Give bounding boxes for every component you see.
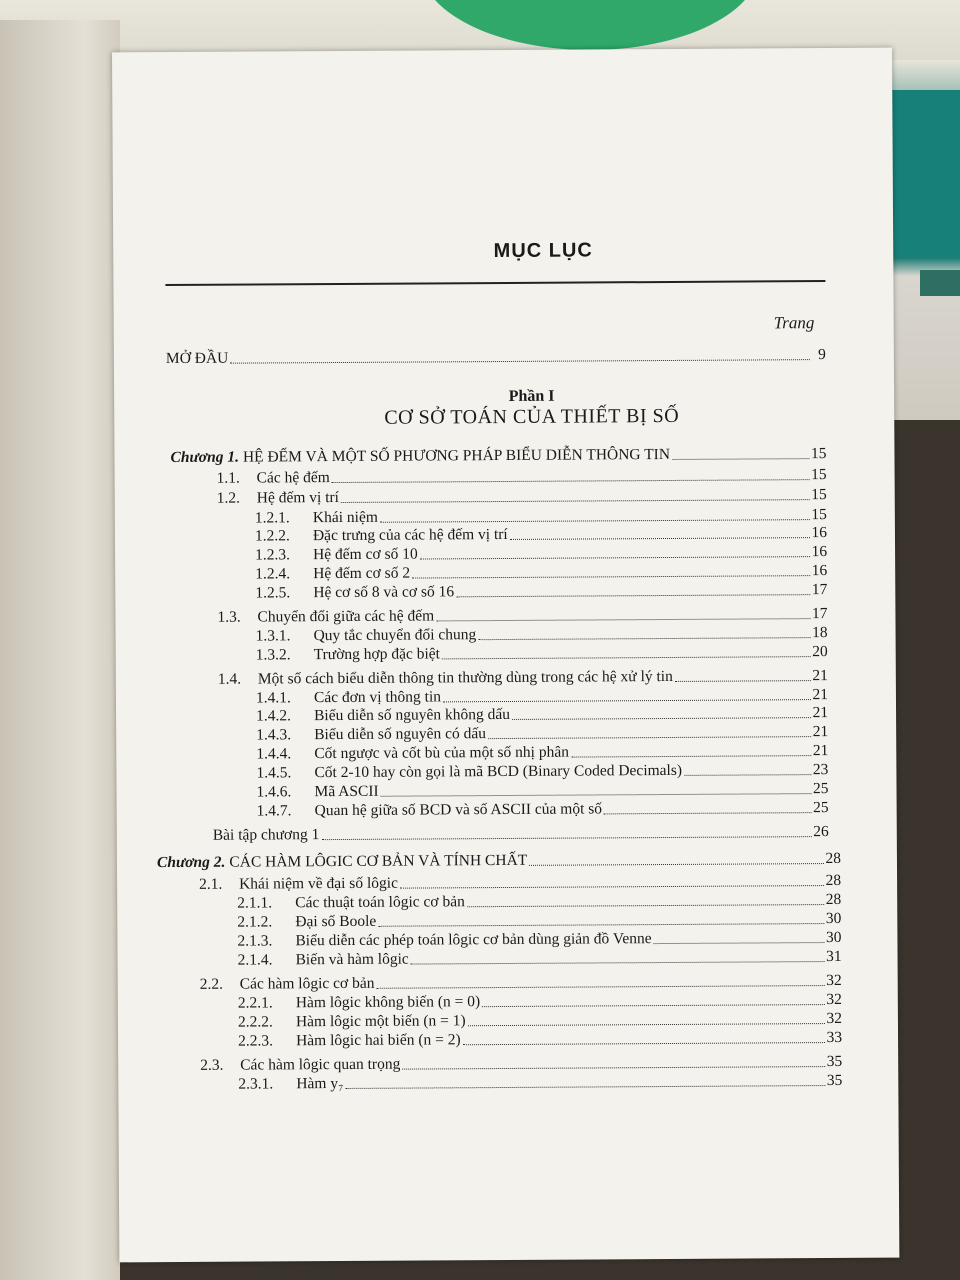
toc-entry — [217, 605, 827, 627]
toc-entry-text: Đặc trưng của các hệ đếm vị trí — [312, 525, 508, 545]
toc-leader — [400, 885, 824, 889]
toc-leader — [456, 594, 810, 597]
toc-leader — [420, 556, 810, 559]
toc-leader — [436, 618, 810, 621]
chapter-label: Chương 2. — [156, 853, 226, 872]
toc-leader — [467, 904, 824, 907]
toc-entry-number: 1.1. — [216, 469, 240, 487]
toc-entry — [256, 643, 828, 664]
toc-entry — [256, 780, 828, 801]
toc-entry-number: 2.1.1. — [237, 894, 273, 912]
toc-leader — [529, 863, 823, 866]
toc-entry-text: Biến và hàm lôgic — [295, 950, 409, 969]
toc-entry-number: 1.2.1. — [254, 509, 290, 527]
toc-entry-number: 1.4.3. — [256, 726, 292, 744]
toc-entry-number: 1.2.4. — [255, 565, 291, 583]
toc-entry — [218, 667, 828, 689]
toc-entry-page: 25 — [812, 780, 829, 798]
toc-entry — [237, 891, 841, 913]
toc-entry — [217, 466, 827, 488]
toc-entry — [238, 948, 842, 970]
toc-entry-page: 23 — [812, 761, 829, 779]
toc-entry-number: 1.2.3. — [255, 546, 291, 564]
toc-entry — [257, 799, 829, 820]
document-page — [112, 48, 899, 1263]
toc-entry-page: 32 — [826, 1009, 842, 1028]
toc-entry-number: 2.2.1. — [237, 994, 273, 1012]
toc-entry — [238, 1029, 842, 1051]
toc-entry-number: 2.3. — [200, 1056, 224, 1074]
toc-entry-page: 17 — [811, 605, 828, 623]
toc-entry-page: 26 — [813, 823, 829, 841]
toc-entry — [237, 910, 841, 932]
toc-entry-page: 21 — [812, 742, 829, 760]
toc-entry-text: Hàm y₇ — [296, 1074, 344, 1093]
toc-entry — [238, 991, 842, 1013]
toc-entry-number: 1.4.6. — [256, 783, 292, 801]
toc-entry-number: 2.1.2. — [237, 913, 273, 931]
chapter-title: CÁC HÀM LÔGIC CƠ BẢN VÀ TÍNH CHẤT — [229, 851, 528, 871]
toc-entry-number: 1.3.2. — [255, 646, 291, 664]
toc-entry-page: 33 — [826, 1028, 843, 1047]
toc-leader — [442, 656, 810, 659]
toc-entry-page: 32 — [826, 990, 842, 1009]
toc-leader — [381, 793, 811, 797]
toc-leader — [512, 717, 811, 720]
toc-entry-text: Một số cách biểu diễn thông tin thường dùng trong các hệ xử lý tin — [257, 667, 673, 688]
toc-entry-page: 28 — [825, 890, 842, 909]
toc-entry — [217, 486, 827, 508]
toc-entry-page: 30 — [825, 928, 842, 947]
toc-entry — [256, 723, 828, 744]
part-label: Phần I — [508, 387, 555, 405]
toc-entry-number: 1.4.1. — [255, 689, 291, 707]
toc-leader — [380, 519, 809, 523]
toc-entry — [256, 742, 828, 763]
toc-entry-number: 2.2. — [199, 975, 224, 993]
toc-entry-number: 1.4.2. — [256, 707, 291, 725]
toc-leader — [443, 699, 810, 702]
toc-entry-text: Cốt ngược và cốt bù của một số nhị phân — [314, 743, 569, 763]
toc-entry-text: Mã ASCII — [314, 782, 379, 801]
background-book-label — [920, 270, 960, 296]
toc-entry-number: 2.1.4. — [237, 951, 273, 969]
toc-entry-page: 16 — [811, 543, 828, 561]
toc-leader — [378, 923, 824, 927]
toc-leader — [402, 1066, 824, 1070]
toc-leader — [478, 637, 810, 640]
toc-leader — [654, 942, 824, 944]
toc-entry-text: Khái niệm về đại số lôgic — [239, 874, 398, 893]
toc-leader — [468, 1023, 825, 1026]
toc-entry-page: 30 — [825, 909, 842, 928]
toc-entry-page: 18 — [812, 624, 828, 642]
toc-entry-number: 2.1.3. — [237, 932, 273, 950]
toc-entry-number: 1.4.5. — [256, 764, 292, 782]
toc-entry-text: Cốt 2-10 hay còn gọi là mã BCD (Binary Coded Decimals) — [314, 761, 683, 782]
toc-content — [112, 48, 899, 1263]
toc-entry-text: Biểu diễn các phép toán lôgic cơ bản dùng giản đồ Venne — [295, 930, 652, 950]
toc-entry-text: Các thuật toán lôgic cơ bản — [295, 893, 465, 912]
toc-entry-number: 1.3.1. — [255, 627, 291, 645]
chapter-label: Chương 1. — [170, 448, 239, 467]
toc-leader — [332, 479, 809, 483]
title-rule — [165, 280, 825, 286]
toc-leader — [463, 1042, 825, 1045]
toc-entry-page: 15 — [811, 506, 827, 524]
toc-entry — [256, 624, 828, 645]
toc-leader — [672, 458, 809, 460]
toc-leader — [488, 736, 811, 739]
toc-entry-number: 2.3.1. — [238, 1075, 274, 1093]
toc-entry-text: Chuyển đổi giữa các hệ đếm — [257, 607, 435, 626]
toc-entry-text: Đại số Boole — [295, 912, 377, 931]
page-title: MỤC LỤC — [493, 239, 593, 263]
toc-entry-text: Hàm lôgic một biến (n = 1) — [295, 1012, 466, 1031]
toc-leader — [412, 575, 810, 578]
toc-entry-number: 2.1. — [199, 875, 223, 893]
toc-entry-number: 1.4.4. — [256, 745, 292, 763]
chapter-heading — [170, 445, 826, 467]
toc-entry-page: 21 — [812, 723, 829, 741]
toc-entry-page: 15 — [811, 466, 827, 484]
toc-entry-text: Hệ đếm cơ số 10 — [313, 545, 418, 564]
toc-entry-text: Hệ cơ số 8 và cơ số 16 — [313, 583, 455, 602]
toc-entry — [238, 1072, 842, 1094]
chapter-title: HỆ ĐẾM VÀ MỘT SỐ PHƯƠNG PHÁP BIỂU DIỄN THÔNG TIN — [242, 445, 671, 466]
toc-entry-text: Quan hệ giữa số BCD và số ASCII của một số — [314, 800, 603, 820]
toc-leader — [321, 836, 811, 840]
toc-entry-text: Hệ đếm vị trí — [256, 489, 340, 507]
toc-entry-text: Bài tập chương 1 — [212, 826, 320, 844]
toc-entry-number: 1.2.5. — [255, 584, 291, 602]
toc-entry — [238, 1010, 842, 1032]
toc-entry-number: 2.2.2. — [237, 1013, 273, 1031]
toc-entry-page: 15 — [811, 486, 827, 504]
chapter-heading — [157, 850, 841, 872]
toc-entry-page: 28 — [825, 871, 842, 890]
toc-entry-page: 32 — [826, 971, 842, 990]
toc-entry — [255, 543, 827, 564]
toc-leader — [341, 499, 809, 503]
toc-entry-page: 35 — [826, 1071, 843, 1090]
toc-entry-number: 1.2. — [216, 489, 241, 507]
background-book-spine — [885, 90, 960, 255]
toc-entry-page: 31 — [825, 947, 842, 966]
toc-entry-page: 16 — [811, 562, 828, 580]
background-book-left-page — [0, 20, 120, 1280]
toc-leader — [230, 359, 810, 364]
toc-entry — [255, 524, 827, 545]
chapter-page: 15 — [810, 445, 827, 463]
chapter-page: 28 — [825, 849, 841, 868]
toc-entry-text: Trường hợp đặc biệt — [313, 645, 441, 664]
toc-entry-text: Các hàm lôgic cơ bản — [239, 974, 375, 993]
toc-entry-text: Hàm lôgic không biến (n = 0) — [295, 993, 481, 1012]
toc-leader — [604, 812, 811, 814]
part-title: CƠ SỞ TOÁN CỦA THIẾT BỊ SỐ — [384, 404, 680, 429]
toc-exercise-entry — [213, 823, 829, 845]
toc-entry-page: 35 — [826, 1052, 843, 1071]
toc-entry-text: Hệ đếm cơ số 2 — [313, 564, 411, 583]
toc-entry-page: 21 — [812, 667, 828, 685]
toc-leader — [482, 1004, 824, 1007]
toc-entry-number: 2.2.3. — [237, 1032, 273, 1050]
toc-entry-text: Quy tắc chuyển đổi chung — [313, 626, 477, 645]
toc-entry-page: 25 — [813, 799, 829, 817]
toc-entry-number: 1.3. — [217, 608, 241, 626]
toc-entry-page: 16 — [811, 524, 828, 542]
toc-entry-text: MỞ ĐẦU — [165, 349, 229, 368]
toc-entry-text: Khái niệm — [312, 508, 378, 527]
toc-leader — [510, 537, 810, 540]
toc-entry-number: 1.2.2. — [254, 527, 290, 545]
toc-entry-text: Các đơn vị thông tin — [313, 688, 442, 707]
toc-leader — [376, 985, 824, 989]
toc-entry — [237, 929, 841, 951]
toc-leader — [675, 680, 810, 682]
toc-entry-number: 1.4. — [217, 670, 242, 688]
toc-entry-page: 20 — [812, 643, 828, 661]
toc-entry-page: 21 — [812, 704, 829, 722]
toc-leader — [411, 961, 824, 965]
toc-entry-page: 21 — [812, 686, 828, 704]
toc-leader — [346, 1085, 825, 1089]
toc-entry-text: Các hệ đếm — [256, 469, 330, 487]
toc-entry — [255, 581, 827, 602]
toc-entry-text: Các hàm lôgic quan trọng — [240, 1055, 401, 1074]
page-column-header: Trang — [773, 313, 815, 333]
toc-entry — [256, 761, 828, 782]
toc-entry-intro — [166, 346, 826, 368]
toc-leader — [571, 755, 811, 757]
toc-entry-text: Biểu diễn số nguyên không dấu — [314, 705, 511, 725]
toc-entry-page: 9 — [818, 346, 826, 364]
toc-entry-text: Hàm lôgic hai biến (n = 2) — [295, 1031, 461, 1050]
toc-entry-page: 17 — [811, 581, 828, 599]
toc-entry — [255, 562, 827, 583]
toc-entry — [256, 704, 828, 725]
toc-leader — [684, 774, 811, 776]
toc-entry-number: 1.4.7. — [256, 802, 292, 820]
toc-entry-text: Biểu diễn số nguyên có dấu — [314, 725, 486, 744]
